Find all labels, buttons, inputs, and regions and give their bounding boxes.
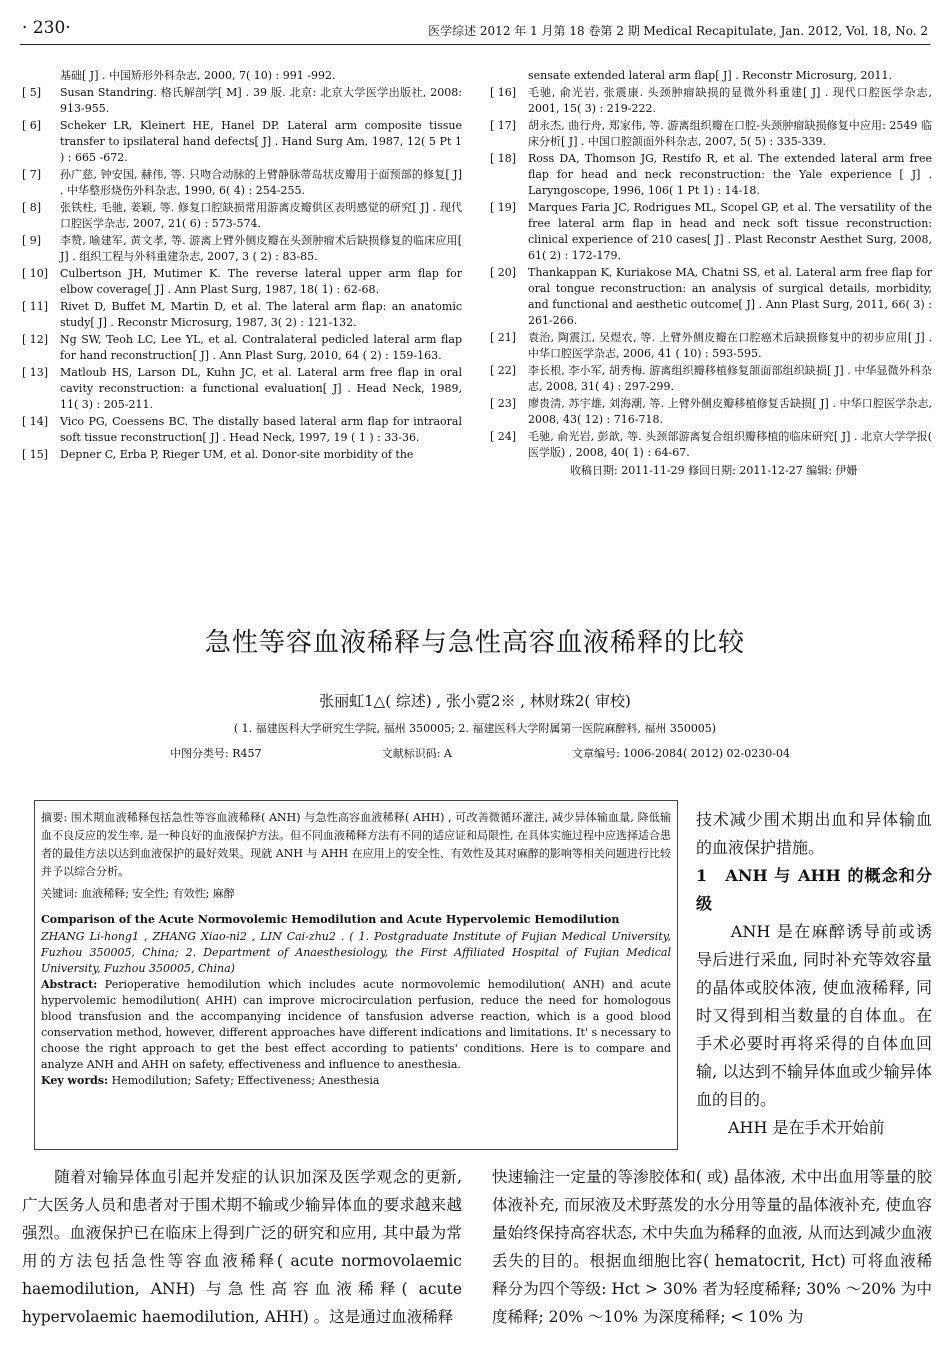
reference-number: [ 22] — [490, 364, 517, 377]
reference-list-left — [22, 68, 462, 464]
reference-list-right — [490, 68, 932, 479]
reference-text: Susan Standring. 格氏解剖学[ M] . 39 版. 北京: 北京大学医学出版社, 2008: 913-955. — [60, 86, 462, 115]
reference-number: [ 18] — [490, 152, 517, 165]
reference-number: [ 6] — [22, 119, 42, 132]
reference-item — [22, 85, 462, 117]
reference-item — [490, 330, 932, 362]
reference-item — [22, 167, 462, 199]
reference-item — [22, 233, 462, 265]
reference-number: [ 21] — [490, 331, 517, 344]
reference-item — [22, 200, 462, 232]
chinese-abstract: 摘要: 围术期血液稀释包括急性等容血液稀释( ANH) 与急性高容血液稀释( AHH) , 可改善微循环灌注, 减少异体输血量, 降低输血不良反应的发生率, 是一种良好的血液保护方法。但不同血液稀释方法有不同的适应证和局限性, 在具体实施过程中应选择适合患者的最佳方法以达到血液保护的最好效果。现就 ANH 与 AHH 在应用上的安全性、有效性及其对麻醉的影响等相关问题进行比较并予以综合分析。 — [41, 811, 671, 878]
body-text-right — [492, 1163, 932, 1331]
reference-item — [490, 265, 932, 329]
reference-text: 李赞, 喻建军, 黄文孝, 等. 游离上臂外侧皮瓣在头颈肿瘤术后缺损修复的临床应用[ J] . 组织工程与外科重建杂志, 2007, 3 ( 2) : 83-85. — [60, 234, 462, 263]
reference-item — [22, 266, 462, 298]
english-keywords-text: Hemodilution; Safety; Effectiveness; Anesthesia — [108, 1074, 380, 1087]
author-affiliation: ( 1. 福建医科大学研究生学院, 福州 350005; 2. 福建医科大学附属第一医院麻醉科, 福州 350005) — [233, 722, 717, 735]
reference-text: 毛驰, 俞光岩, 张震康. 头颈肿瘤缺损的显微外科重建[ J] . 现代口腔医学杂志, 2001, 15( 3) : 219-222. — [528, 86, 932, 115]
side-paragraph: AHH 是在手术开始前 — [696, 1118, 885, 1137]
side-paragraph: ANH 是在麻醉诱导前或诱导后进行采血, 同时补充等效容量的晶体或胶体液, 使血液稀释, 同时又得到相当数量的自体血。在手术必要时再将采得的自体血回输, 以达到不输异体血或少输异体血的目的。 — [696, 922, 932, 1109]
keywords-label: Key words: — [41, 1074, 109, 1087]
reference-number — [490, 68, 528, 84]
received-revised-dates: 收稿日期: 2011-11-29 修回日期: 2011-12-27 编辑: 伊姗 — [570, 464, 858, 477]
reference-text: Matloub HS, Larson DL, Kuhn JC, et al. Lateral arm free flap in oral cavity reconstruction: a functional evaluation[ J] . Head Neck, 1989, 11( 3) : 205-211. — [60, 366, 462, 411]
reference-item — [490, 68, 932, 84]
side-paragraph: 技术减少围术期出血和异体输血的血液保护措施。 — [696, 810, 932, 857]
reference-number: [ 15] — [22, 448, 49, 461]
reference-number: [ 11] — [22, 300, 49, 313]
english-keywords — [41, 1073, 671, 1089]
reference-text: 胡永杰, 曲行舟, 郑家伟, 等. 游离组织瓣在口腔-头颈肿瘤缺损修复中应用: 2549 临床分析[ J] . 中国口腔颌面外科杂志, 2007, 5( 5) : 335-339. — [528, 119, 932, 148]
reference-number: [ 13] — [22, 366, 49, 379]
section-heading: 1 ANH 与 AHH 的概念和分级 — [696, 866, 932, 913]
reference-number: [ 9] — [22, 234, 42, 247]
article-title: 急性等容血液稀释与急性高容血液稀释的比较 — [204, 628, 745, 658]
reference-text: 李长根, 李小军, 胡秀梅. 游离组织瓣移植修复颌面部组织缺损[ J] . 中华显微外科杂志, 2008, 31( 4) : 297-299. — [528, 364, 932, 393]
body-paragraph: 快速输注一定量的等渗胶体和( 或) 晶体液, 术中出血用等量的胶体液补充, 而尿液及术野蒸发的水分用等量的晶体液补充, 使血容量始终保持高容状态, 术中失血为稀释的血液, 从而达到减少血液丢失的目的。根据血细胞比容( hematocrit, Hct) 可将血液稀释分为四个等级: Hct > 30% 者为轻度稀释; 30% ～20% 为中度稀释; 20% ～10% 为深度稀释; < 10% 为 — [492, 1168, 932, 1326]
header-rule — [20, 44, 930, 45]
reference-item — [22, 447, 462, 463]
reference-text: Marques Faria JC, Rodrigues ML, Scopel GP, et al. The versatility of the free lateral arm flap in head and neck soft tissue reconstruction: clinical experience of 210 cases[ J] . Plast Reconstr Aesthet Surg, 2008, 61( 2) : 172-179. — [528, 201, 932, 262]
reference-number: [ 16] — [490, 86, 517, 99]
article-number: 文章编号: 1006-2084( 2012) 02-0230-04 — [572, 747, 790, 760]
reference-item — [22, 414, 462, 446]
reference-text: 基础[ J] . 中国矫形外科杂志, 2000, 7( 10) : 991 -992. — [60, 69, 336, 82]
reference-number: [ 7] — [22, 168, 42, 181]
article-authors: 张丽虹1△( 综述) , 张小霓2※ , 林财珠2( 审校) — [319, 692, 631, 710]
abstract-box — [34, 800, 678, 1150]
reference-number: [ 14] — [22, 415, 49, 428]
reference-item — [22, 365, 462, 413]
reference-item — [490, 151, 932, 199]
abstract-label: Abstract: — [41, 978, 98, 991]
reference-number: [ 8] — [22, 201, 42, 214]
chinese-keywords: 关键词: 血液稀释; 安全性; 有效性; 麻醉 — [41, 887, 235, 900]
reference-text: Rivet D, Buffet M, Martin D, et al. The lateral arm flap: an anatomic study[ J] . Reconstr Microsurg, 1987, 3( 2) : 121-132. — [60, 300, 462, 329]
body-text-left — [22, 1163, 462, 1331]
english-title: Comparison of the Acute Normovolemic Hemodilution and Acute Hypervolemic Hemodilution — [41, 913, 620, 926]
side-column-text — [696, 806, 932, 1142]
english-authors: ZHANG Li-hong1 , ZHANG Xiao-ni2 , LIN Cai-zhu2 . ( 1. Postgraduate Institute of Fujian Medical University, Fuzhou 350005, China; 2. Department of Anaesthesiology, the First Affiliated Hospital of Fujian Medical University, Fuzhou 350005, China) — [41, 930, 671, 975]
reference-item — [490, 200, 932, 264]
reference-text: Culbertson JH, Mutimer K. The reverse lateral upper arm flap for elbow coverage[ J] . Ann Plast Surg, 1987, 18( 1) : 62-68. — [60, 267, 462, 296]
reference-number — [22, 68, 60, 84]
reference-text: Thankappan K, Kuriakose MA, Chatni SS, et al. Lateral arm free flap for oral tongue reconstruction: an analysis of surgical details, morbidity, and functional and aesthetic outcome[ J] . Ann Plast Surg, 2011, 66( 3) : 261-266. — [528, 266, 932, 327]
reference-number: [ 17] — [490, 119, 517, 132]
reference-text: Ross DA, Thomson JG, Restifo R, et al. The extended lateral arm free flap for head and neck reconstruction: the Yale experience [ J] . Laryngoscope, 1996, 106( 1 Pt 1) : 14-18. — [528, 152, 932, 197]
reference-text: Scheker LR, Kleinert HE, Hanel DP. Lateral arm composite tissue transfer to ipsilateral hand defects[ J] . Hand Surg Am, 1987, 12( 5 Pt 1 ) : 665 -672. — [60, 119, 462, 164]
reference-number: [ 10] — [22, 267, 49, 280]
reference-item — [22, 118, 462, 166]
classification-line — [170, 745, 790, 761]
reference-number: [ 19] — [490, 201, 517, 214]
reference-item — [490, 429, 932, 461]
reference-text: sensate extended lateral arm flap[ J] . Reconstr Microsurg, 2011. — [528, 69, 892, 82]
reference-text: 袁治, 陶震江, 吴煜农, 等. 上臂外侧皮瓣在口腔癌术后缺损修复中的初步应用[ J] . 中华口腔医学杂志, 2006, 41 ( 10) : 593-595. — [528, 331, 932, 360]
clc-number: 中图分类号: R457 — [170, 747, 262, 760]
reference-text: 张铁柱, 毛驰, 姜颖, 等. 修复口腔缺损常用游离皮瓣供区表明感觉的研究[ J] . 现代口腔医学杂志, 2007, 21( 6) : 573-574. — [60, 201, 462, 230]
reference-number: [ 12] — [22, 333, 49, 346]
reference-number: [ 5] — [22, 86, 42, 99]
reference-number: [ 24] — [490, 430, 517, 443]
reference-item — [490, 396, 932, 428]
journal-header: 医学综述 2012 年 1 月第 18 卷第 2 期 Medical Recapitulate, Jan. 2012, Vol. 18, No. 2 — [428, 24, 928, 38]
body-paragraph: 随着对输异体血引起并发症的认识加深及医学观念的更新, 广大医务人员和患者对于围术期不输或少输异体血的要求越来越强烈。血液保护已在临床上得到广泛的研究和应用, 其中最为常用的方法包括急性等容血液稀释( acute normovolaemic haemodilution, ANH) 与急性高容血液稀释( acute hypervolaemic haemodilution, AHH) 。这是通过血液稀释 — [22, 1168, 462, 1326]
reference-item — [490, 85, 932, 117]
reference-text: Vico PG, Coessens BC. The distally based lateral arm flap for intraoral soft tissue reconstruction[ J] . Head Neck, 1997, 19 ( 1 ) : 33-36. — [60, 415, 462, 444]
reference-number: [ 20] — [490, 266, 517, 279]
reference-text: Depner C, Erba P, Rieger UM, et al. Donor-site morbidity of the — [60, 448, 414, 461]
reference-item — [22, 332, 462, 364]
reference-text: Ng SW, Teoh LC, Lee YL, et al. Contralateral pedicled lateral arm flap for hand reconstruction[ J] . Ann Plast Surg, 2010, 64 ( 2) : 159-163. — [60, 333, 462, 362]
document-code: 文献标识码: A — [381, 747, 452, 760]
english-abstract-text: Perioperative hemodilution which includes acute normovolemic hemodilution( ANH) and acute hypervolemic hemodilution( AHH) can improve microcirculation perfusion, reduce the need for homologous blood transfusion and the accompanying incidence of tansfusion adverse reaction, which is a good blood conservation method, however, different approaches have different indications and limitations. It' s necessary to choose the right approach to get the best effect according to patients' conditions. Here is to compare and analyze ANH and AHH on safety, effectiveness and influence to anesthesia. — [41, 978, 671, 1071]
page-number: · 230· — [22, 18, 71, 38]
reference-text: 孙广慈, 钟安国, 赫伟, 等. 只吻合动脉的上臂静脉蒂岛状皮瓣用于面预部的修复[ J] . 中华整形烧伤外科杂志, 1990, 6( 4) : 254-255. — [60, 168, 462, 197]
reference-text: 毛驰, 俞光岩, 彭歆, 等. 头颈部游离复合组织瓣移植的临床研究[ J] . 北京大学学报( 医学版) , 2008, 40( 1) : 64-67. — [528, 430, 932, 459]
reference-item — [490, 118, 932, 150]
reference-item — [490, 363, 932, 395]
reference-item — [22, 299, 462, 331]
reference-item — [22, 68, 462, 84]
reference-text: 廖贵清, 苏宇雄, 刘海潮, 等. 上臂外侧皮瓣移植修复舌缺损[ J] . 中华口腔医学杂志, 2008, 43( 12) : 716-718. — [528, 397, 932, 426]
reference-number: [ 23] — [490, 397, 517, 410]
english-abstract — [41, 977, 671, 1073]
